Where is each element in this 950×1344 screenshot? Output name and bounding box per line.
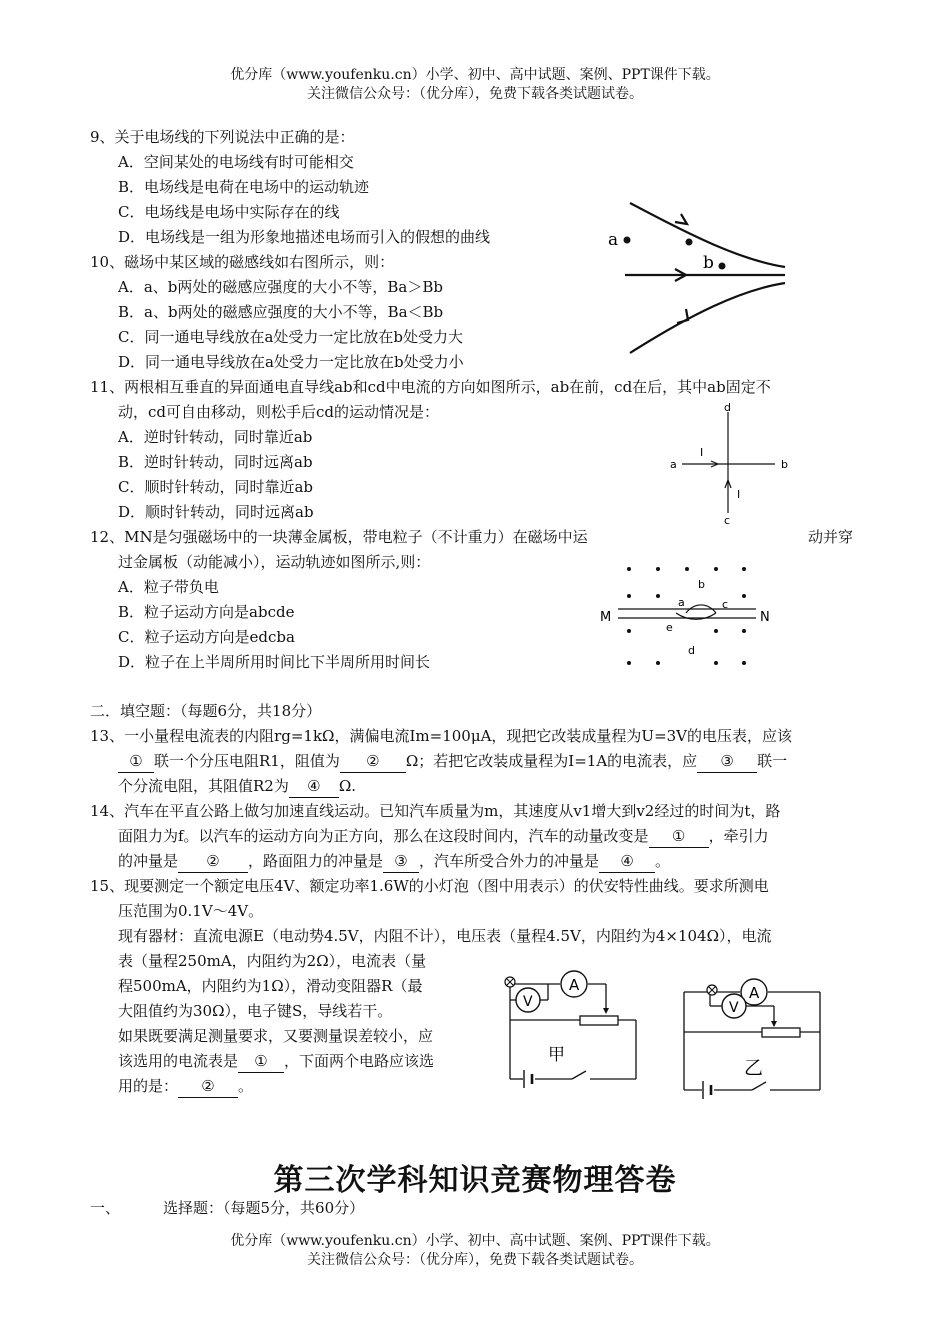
q10-option-d: D．同一通电导线放在a处受力一定比放在b处受力小 <box>118 353 464 371</box>
q13-text-3a: 个分流电阻，其阻值R2为 <box>118 777 289 795</box>
lamp-icon <box>505 977 515 987</box>
answer-sheet-title: 第三次学科知识竞赛物理答卷 <box>273 1163 677 1198</box>
circuit-yi <box>670 970 830 1105</box>
label-a: a <box>670 458 677 471</box>
q14-blank-2: ② <box>178 850 248 873</box>
q11-option-c: C．顺时针转动，同时靠近ab <box>118 478 314 496</box>
q9-option-b: B．电场线是电荷在电场中的运动轨迹 <box>118 178 370 196</box>
battery-icon <box>703 1081 711 1099</box>
q12-option-c: C．粒子运动方向是edcba <box>118 628 295 646</box>
q12-option-d: D．粒子在上半周所用时间比下半周所用时间长 <box>118 653 431 671</box>
q13-text-2c: 联一 <box>757 752 788 770</box>
q11-option-d: D．顺时针转动，同时远离ab <box>118 503 314 521</box>
q11-stem-2: 动，cd可自由移动，则松手后cd的运动情况是： <box>118 403 440 421</box>
label-d: d <box>688 644 695 657</box>
q14-text-3c: ，汽车所受合外力的冲量是 <box>419 852 600 870</box>
q13-blank-3: ③ <box>697 750 757 773</box>
section-2-heading: 二．填空题：（每题6分，共18分） <box>90 702 322 720</box>
q15-line-3: 现有器材：直流电源E（电动势4.5V，内阻不计），电压表（量程4.5V，内阻约为4×104Ω），电流 <box>118 927 772 945</box>
q11-option-b: B．逆时针转动，同时远离ab <box>118 453 313 471</box>
label-a: a <box>608 230 619 250</box>
q15-text-9b: 。 <box>238 1077 254 1095</box>
q10-option-a: A．a、b两处的磁感应强度的大小不等，Ba＞Bb <box>118 278 443 296</box>
metal-plate-figure <box>596 560 776 675</box>
q13-line-1: 13、一小量程电流表的内阻rg=1kΩ，满偏电流Im=100μA，现把它改装成量程为U=3V的电压表，应该 <box>90 727 793 745</box>
header-line-2: 关注微信公众号：（优分库），免费下载各类试题试卷。 <box>307 86 643 102</box>
field-dot <box>686 239 693 246</box>
circuit-label-yi: 乙 <box>744 1057 764 1079</box>
answer-section-number: 一、 <box>90 1199 121 1217</box>
q13-text-3b: Ω. <box>338 777 357 795</box>
arrow-top-icon <box>675 214 687 224</box>
circuit-jia <box>490 962 650 1092</box>
q15-line-7: 如果既要满足测量要求，又要测量误差较小，应 <box>118 1027 434 1045</box>
label-b: b <box>781 458 788 471</box>
label-c: c <box>724 514 731 527</box>
q12-stem-2: 过金属板（动能减小），运动轨迹如图所示,则： <box>118 553 431 571</box>
label-d: d <box>724 401 731 414</box>
q15-line-8 <box>118 1050 434 1073</box>
q15-text-9a: 用的是： <box>118 1077 179 1095</box>
q12-option-a: A．粒子带负电 <box>118 578 219 596</box>
q13-blank-2: ② <box>340 750 406 773</box>
q15-line-6: 大阻值约为30Ω），电子键S，导线若干。 <box>118 1002 393 1020</box>
battery-icon <box>524 1070 532 1088</box>
header-line-1: 优分库（www.youfenku.cn）小学、初中、高中试题、案例、PPT课件下载。 <box>230 67 720 83</box>
label-current-ab: I <box>700 446 704 459</box>
q15-line-5: 程500mA，内阻约为1Ω），滑动变阻器R（最 <box>118 977 423 995</box>
label-b: b <box>703 253 714 273</box>
ammeter-label: A <box>749 984 760 1002</box>
slider-arrow-icon <box>603 1008 609 1014</box>
q13-line-2 <box>118 750 787 773</box>
crossed-wires-figure <box>660 400 795 530</box>
q14-line-2 <box>118 825 769 848</box>
voltmeter-label: V <box>523 994 533 1010</box>
q15-blank-1: ① <box>238 1050 284 1073</box>
lamp-icon <box>707 985 717 995</box>
q13-line-3 <box>118 775 356 798</box>
voltmeter-label: V <box>729 1000 739 1016</box>
label-c: c <box>722 598 729 611</box>
q14-text-2b: ，牵引力 <box>708 827 769 845</box>
q13-text-2a: 联一个分压电阻R1，阻值为 <box>154 752 340 770</box>
arrow-bottom-icon <box>677 309 688 323</box>
q15-text-8b: ，下面两个电路应该选 <box>284 1052 435 1070</box>
q12-option-b: B．粒子运动方向是abcde <box>118 603 295 621</box>
q14-blank-3: ③ <box>383 850 419 873</box>
q10-option-b: B．a、b两处的磁感应强度的大小不等，Ba＜Bb <box>118 303 444 321</box>
point-a-dot <box>624 237 631 244</box>
q14-text-3b: ，路面阻力的冲量是 <box>248 852 384 870</box>
point-b-dot <box>719 263 726 270</box>
q15-line-1: 15、现要测定一个额定电压4V、额定功率1.6W的小灯泡（图中用表示）的伏安特性曲线。要求所测电 <box>90 877 769 895</box>
q12-stem-1b: 动并穿 <box>808 528 854 546</box>
footer-line-2: 关注微信公众号：（优分库），免费下载各类试题试卷。 <box>307 1252 643 1268</box>
circuit-label-jia: 甲 <box>548 1045 565 1065</box>
q14-text-3a: 的冲量是 <box>118 852 179 870</box>
q15-blank-2: ② <box>178 1075 238 1098</box>
label-M: M <box>600 610 612 625</box>
q15-text-8a: 该选用的电流表是 <box>118 1052 239 1070</box>
q14-line-1: 14、汽车在平直公路上做匀加速直线运动。已知汽车质量为m，其速度从v1增大到v2经过的时间为t，路 <box>90 802 781 820</box>
q10-stem: 10、磁场中某区域的磁感线如右图所示，则： <box>90 253 395 271</box>
magnetic-field-figure <box>600 195 790 360</box>
field-dots <box>627 567 746 665</box>
q13-blank-4: ④ <box>289 775 339 798</box>
q15-line-9 <box>118 1075 253 1098</box>
q9-stem: 9、关于电场线的下列说法中正确的是： <box>90 128 355 146</box>
q14-text-3d: 。 <box>655 852 671 870</box>
label-e: e <box>666 621 673 634</box>
label-N: N <box>760 610 770 625</box>
answer-section-heading: 选择题：（每题5分，共60分） <box>163 1199 365 1217</box>
field-line-bottom <box>630 283 785 353</box>
ammeter-label: A <box>569 976 580 994</box>
q12-stem-1a: 12、MN是匀强磁场中的一块薄金属板，带电粒子（不计重力）在磁场中运 <box>90 528 588 546</box>
q13-text-2b: Ω；若把它改装成量程为I=1A的电流表，应 <box>405 752 698 770</box>
slider-arrow-icon <box>771 1021 777 1027</box>
label-a: a <box>678 596 685 609</box>
q9-option-d: D．电场线是一组为形象地描述电场而引入的假想的曲线 <box>118 228 491 246</box>
label-b: b <box>698 578 705 591</box>
q9-option-c: C．电场线是电场中实际存在的线 <box>118 203 340 221</box>
q13-blank-1: ① <box>118 750 154 773</box>
q15-line-2: 压范围为0.1V～4V。 <box>118 902 264 920</box>
q15-line-4: 表（量程250mA，内阻约为2Ω），电流表（量 <box>118 952 427 970</box>
q14-blank-1: ① <box>649 825 709 848</box>
q14-text-2a: 面阻力为f。以汽车的运动方向为正方向，那么在这段时间内，汽车的动量改变是 <box>118 827 649 845</box>
label-current-cd: I <box>737 488 741 501</box>
q11-stem-1: 11、两根相互垂直的异面通电直导线ab和cd中电流的方向如图所示，ab在前，cd在后，其中ab固定不 <box>90 378 771 396</box>
q14-blank-4: ④ <box>599 850 655 873</box>
q14-line-3 <box>118 850 670 873</box>
q10-option-c: C．同一通电导线放在a处受力一定比放在b处受力大 <box>118 328 464 346</box>
q9-option-a: A．空间某处的电场线有时可能相交 <box>118 153 354 171</box>
q11-option-a: A．逆时针转动，同时靠近ab <box>118 428 313 446</box>
footer-line-1: 优分库（www.youfenku.cn）小学、初中、高中试题、案例、PPT课件下载。 <box>230 1233 720 1249</box>
